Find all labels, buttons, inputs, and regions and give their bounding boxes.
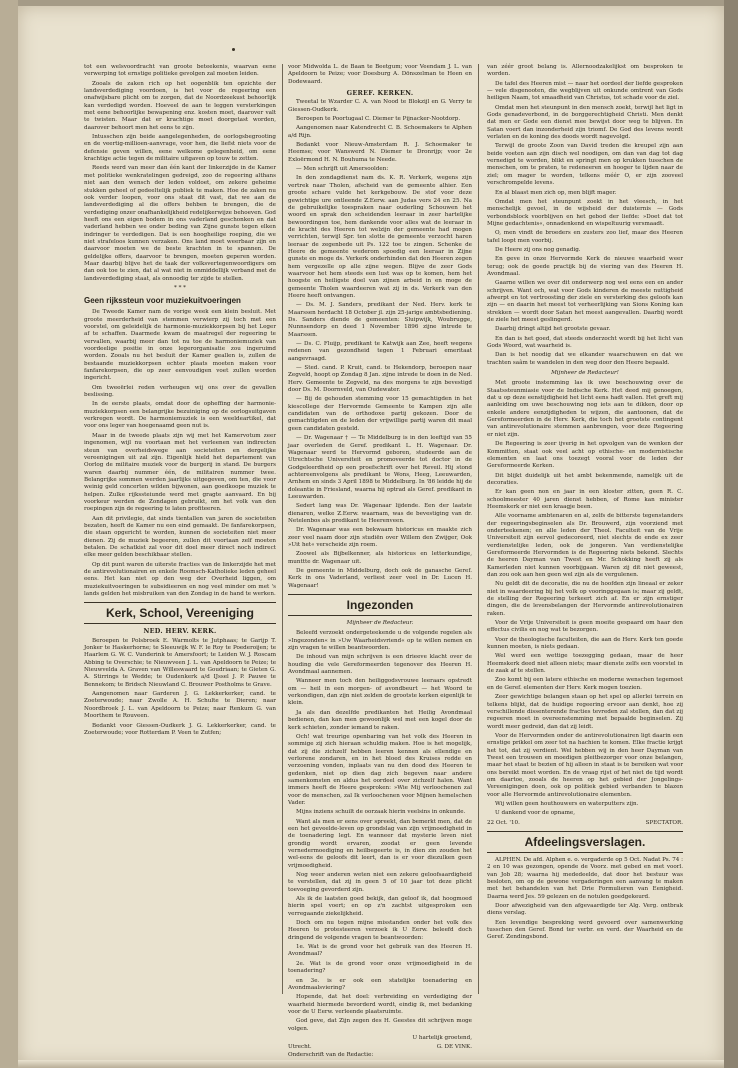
paragraph: En al blaast men zich op, men blijft mager. <box>495 189 617 196</box>
paragraph: Zoo komt bij een latere ethische en moderne wenschen tegemoet en de Geref. elementen der Herv. Kerk mogen toezien. <box>487 677 683 691</box>
paragraph: Reeds werd van meer dan één kant der linkerzijde in de Kamer met politieke wenkratelingen gedreigd, zoo de regeering althans niet aan den wensch der leden voldoet, om zekere geheime stukken geheel of gedeeltelijk publiek te maken. Hoe de zaken nu ook verder loopen, voor ons staat dit vast, dat we aan de landsverdediging al die offers behben te brengen, die de verdediging onzer onafhankelijkheid redelijkerwijze behoeven. God heeft ons een eigen bodem in ons vaderland geschonken en dat vaderland hebben we onder beding van Zijne gunste tegen elken indringer te verdedigen. Dat is een hoogheilige roeping, die we niet strafeloos kunnen verzaken. Ons land moet weerbaar zijn en daarvoor moeten we de beste krachten in te spannen. De geldelijke offers, daarvoor te brengen, moeten geperen worden. Maar daarbij blijve het de taak der volksvertegenwoordigers om dan ook toe te zien, dat al wat niet in onmiddellijk verband met de landsverdediging staat, als onnoodig ter zijde te stellen. <box>84 165 276 282</box>
paragraph: Och! wat treurige openbaring van het volk des Heeren in sommige zij zich hieraan schuldig maken. Hoe is het mogelijk, dat zij die zichzelf hebben leeren kennen als ellendige en verlorene zondaren, en in het bloed des Kruises redde en verzoening vonden, inplaats van nu den dood des Heeren te gedenken, niet op dien dag zich begeven naar andere samenkomsten en aldus het oordeel over zichzelf halen. Want immers heeft de Heere gesproken: »Wie Mij verloochenen zal voor de menschen, zal Ik verloochenen voor Mijnen hemelschen Vader. <box>288 733 472 806</box>
paragraph: Gaarne willen we over dit onderwerp nog wel eens een en ander schrijven. Want och, wat voor Gods kinderen de meeste nuttigheid afwerpt en tot vertroosting der ziele en versterking des geloofs kan zijn — en daarin het meest tot verheerlijking van Sions Koning kan strekken — wordt door Satan het meest aangevallen. Daarbij wordt de ziele het meest geslingerd. <box>487 280 683 323</box>
paragraph: Wanneer men toch den heiliggodsvrouwe leeraars opstredt om — heil in een morgen- of avondbeurt — het Woord te verkondigen, dan zijn niet zelden de grootste kerken eigenlijk te klein. <box>288 678 472 707</box>
paragraph: In de eerste plaats, omdat door de opheffing der harmonie-muziekkorpsen een belangrijke bezuiniging op de oorlogsuitgaven verkregen wordt. De harmoniemuziek is een weeldeartikel, dat voor ons leger van hoegenaamd geen nut is. <box>84 401 276 430</box>
paragraph: De Regeering is zeer ijverig in het opvolgen van de wenken der Kommitten, staat ook veel acht op ethische- en modernistische elementen en laat ons toezegt vooral voor de leden der Gereformeerde Kerken. <box>487 441 683 470</box>
paragraph: Beroepen te Polsbroek E. Warmolts te Jutphaas; te Garijp T. Jonker te Haskerhorne; te Sleeuwijk W. F. le Roy te Poederoijen; te Haarlem G. W. C. Vunderink te Amersfoort; te Leiden W. J. Roscam Abbing te Overschie; te Nieuwveen J. L. van Apeldoorn te Peize; te Nieuwvelda A. Graven van Willeswaard te Goudriaan; te Gieten G. A. Stirrings te Wedde; te Oudenkerk a/d IJssel J. P. Pauwe te Bennekom; te Bridsch Nieuwland C. Brouwer Postholms te Grave. <box>84 637 276 688</box>
paragraph: Maar in de tweede plaats zijn wij met het Kamervotum zeer ingenomen, wijl nu voortaan met het verleenen van indirecten steun van overheidswege aan societeiten en dergelijke vereenigingen uit zal zijn. Eigenlijk hield het departement van Oorlog de militaire muziek voor de burgerij in stand. De burgers waren daarbij nummer één, de militairen nummer twee. Belangrijke sommen werden jaarlijks uitgegeven, om ten, die voor weinig geld concerten wilden bijwonen, aan goedkoope muziek te helpen. Zulke rijkssteiunde werd met gragte aanvaard. En bij voorkeur werden de Zondagen gebruikt, om het volk van den roepingen zijn de regeering te laten profiteeren. <box>84 432 276 513</box>
paragraph: — Ds. C. Fluijp, predikant te Katwijk aan Zee, heeft wegens redenen van gezondheid tegen 1 Februari emeritaat aangevraagd. <box>288 341 472 362</box>
paragraph: Hopende, dat het doel: verbreiding en verdediging der waarheid hiermede bevorderd wordt, eindig ik, met bedanking voor de U Eerw. verleende plaatsruimte. <box>288 994 472 1015</box>
paragraph: De tafel des Heeren mist — naar het oordeel der liefde gesproken — vele disgenooten, die wegblijven uit onkunde omtrent van Gods heiligen Naam, tot smaadheid van Christus, tot schade voor de ziel. <box>487 80 683 102</box>
paragraph: Een levendige bespreking werd gevoerd over samenwerking tusschen den Geref. Bond ter verbr. en verd. der Waarheid en de Geref. Zendingsbond. <box>487 919 683 941</box>
paragraph: Beleefd verzoekt ondergeteekende u de volgende regelen als »Ingezonden« in »Uw Waarheidsvriend« op te willen nemen en zijn vragen te willen beantwoorden. <box>288 630 472 652</box>
paragraph: O, men vindt de broeders en zusters zoo lief, maar des Heeren tafel loopt men voorbij. <box>487 230 683 244</box>
paragraph: Dr. Wagenaar was een bekwaam historicus en maakte zich zeer veel naam door zijn studiën over Willem den Zwijger, Ook »Uit het« verscheide zijn roem. <box>288 527 472 548</box>
paragraph: ALPHEN. De afd. Alphen e. o. vergaderde op 5 Oct. Nadat Ps. 74 : 2 en 10 was gezongen, opende de Voorz. met gebed en met voorl. van Job 28; waarna hij mededeelde, dat door het bestuur was besloten, om op de gewone vergaderingen een aanvang te maken met het behandelen van het Drie Formulieren van Eenigheid. Daarna werd Jes. 59 gelezen en de notulen goedgekeurd. <box>487 857 683 900</box>
subsection-heading: NED. HERV. KERK. <box>143 627 217 636</box>
paragraph: De inhoud van mijn schrijven is een drieeve klacht over de houding die vele Gereformeerden tegenover des Heeren H. Avondmaal aannemen. <box>288 654 472 676</box>
paragraph: Om tweeërlei reden verheugen wij ons over de gevallen beslissing. <box>84 384 276 399</box>
paragraph: En dan is het goed, dat steeds onderzocht wordt bij het licht van Gods Woord, wat waarheid is. <box>487 335 683 350</box>
paragraph: Met groote instemming las ik uwe beschouwing over de Staatssteunmiasie voor de Indische Kerk. Het deed mij genoegen, dat u op deze eenstijdigheid het licht eens hadt vallen. Het greft mij aanleiding om uwe beschouwing nog iets aan te dikken, door op enkele andere eenzijdigheden te wijzen, die aantoonen, dat de Gereformeerden in de Herv. Kerk, die toch het grootste contingent van antirevolutionaire stemmen aanbrengen, voor deze Regeering er niet zijn. <box>487 380 683 438</box>
column-rule <box>478 64 479 994</box>
paragraph: Aangenomen naar Katendrecht C. B. Schoemakers te Alphen a/d Rijn. <box>288 125 472 139</box>
page-mark <box>232 48 235 51</box>
page-left-edge <box>0 0 18 1068</box>
paragraph: In den zondagdienst nam ds. K. R. Verkerk, wegens zijn vertrek naar Tholen, afscheid van de gemeente alhier. Een groote schare vulde het kerkgebouw. De stof voor deze gewichtige ure ontleende Z.Eerw. aan Judas vers 24 en 25. Na de gebruikelijke toespraken naar ouderling Schouwen het woord en sprak den scheidenden leeraar in zeer hartelijke bewoordingen toe, hem dankende voor alles wat de leeraar in de kracht des Heeren tot welzijn der gemeente had mogen verrichten, terwijl Spr. ten slotte de gemeente verzocht haren leeraar de zegenbede uit Ps. 122 toe te zingen. Schenke de Heere de gemeente wederom spoedig een leeraar in Zijne gunste en moge ds. Verkerk onderhinden dat den Heeren zegen hem vergezelle op alle zijne wegen. Blijve de zeer Gods waarvoor het hem steeds een lust was op te komen, hem het hoogste en heiligste doel van zijnen arbeid in en moge de gemeente Tholen waardeeren wat zij in ds. Verkerk van den Heere heeft ontvangen. <box>288 175 472 299</box>
paragraph: Bedankt voor Nieuw-Amsterdam R. J. Schoemaker te Heemse; voor Wanswerd N. Diemer te Dronrijp; voor 2e Exloërmond H. N. Bouhuma te Neede. <box>288 142 472 163</box>
paragraph: De Heere zij ons nog genadig. <box>495 246 581 253</box>
column-1 <box>84 64 276 1004</box>
column-rule <box>282 64 283 994</box>
section-divider: * * * <box>174 284 186 291</box>
signature-place: Utrecht. <box>288 1044 312 1051</box>
paragraph: Bedankt voor Giessen-Oudkerk J. G. Lekkerkerker, cand. te Zoeterwoude; voor Rotterdam P. Veen te Zutfen; <box>84 722 276 736</box>
letter-closing: U hartelijk groetend, <box>412 1034 472 1041</box>
paragraph: Door afwezigheid van den afgevaardigde ter Alg. Verg. ontbrak diens verslag. <box>487 903 683 917</box>
paragraph: Dan is het noodig dat we elkander waarschuwen en dat we trachten saâm te wandelen in den weg door den Heere bepaald. <box>487 352 683 366</box>
letter-salutation: Mijnheer de Redacteur! <box>551 370 619 377</box>
paragraph: Alle voorname ambtenaren en al, zelfs de bitterste tegenstanders der regeeringsbeginselen als Dr. Brouwerd, zijn voorziend met onderteekenen; en alle leden der Theol. Faculteit van de Vrije Universiteit zijn eervol gedecoreerd, niet slechts de ende ex zeer verdienstelijke leden, ook de jongeren. Van verdienstelijke Gereformeerde Hervormden is de Regeering niets bekend. Slechts de heeren Dayman van Twest en Mr. Schokking heeft zij als Kamerleden niet kunnen voorbijgaan. Waren zij dit niet geweest, dan zou ook aan hen geen wel zijn als de vergulenen. <box>487 513 683 578</box>
paragraph: Aangenomen naar Garderen J. G. Lekkerkerker, cand. te Zoeterwoude; naar Zwolle A. H. Schulte te Dieren; naar Noordbroek J. L. van Apeldoorn te Peize; naar Renkum G. van Moorthem te Rouveen. <box>84 691 276 720</box>
signature-name: SPECTATOR. <box>645 819 683 826</box>
paragraph: Wij willen geen houthouwers en waterputters zijn. <box>495 800 639 807</box>
subsection-heading: GEREF. KERKEN. <box>346 89 414 98</box>
paragraph: tot een welsvoordracht van groote beteekenis, waarvan eene verwerping tot ernstige politieke gevolgen zal moeten leiden. <box>84 64 276 78</box>
paragraph: God geve, dat Zijn zegen des H. Geestes dit schrijven moge volgen. <box>288 1018 472 1032</box>
paragraph: Voor de Hervormden onder de antirevolutionairen ligt daarin een ernstige prikkel om zeer tot na hachien te komen. Elke fractie krijgt het tot, dat zij verdient. Wel hebben wij in den heer Dayman van Twest een trouwen en moedigen pleitbezorger voor onze belangen, maar het staat te bezien of hij alleen in staat is te bereiken wat voor ons bereikt moet worden. En de vraag rijst of het niet de tijd wordt om daartoe, zooals de heeren op het gebied der Jongelings-Vereenigingen doen, ook op politiek gebied verbanden te blazen voor alle Hervormde antirevolutionaire elementen. <box>487 732 683 798</box>
paragraph: Zoowel als Bijbelkenner, als historicus en letterkundige, munttte dr. Wagenaar uit. <box>288 551 472 565</box>
signature-date: 22 Oct. '10. <box>487 819 520 826</box>
article-heading: Geen rijkssteun voor muziekuitvoeringen <box>84 296 241 306</box>
paragraph: Omdat men het steunpunt zoekt in het vleesch, in het menschelijk gevoel, in de wijsheid der duisternis — Gods verbondsblock voorblijven en het gebod der liefde: »Doet dat tot Mijne gedachtenis«, onnadenkend en wispeltuurig versmaadt. <box>487 198 683 227</box>
paragraph: Daarbij dringt altijd het grootste gevaar. <box>495 326 611 333</box>
paragraph: Voor de theologische faculteiten, die aan de Herv. Kerk ten goede kunnen moeten, is niets gedaan. <box>487 636 683 651</box>
paragraph: — Dr. Wagenaar † — Te Middelburg is in den leeftijd van 55 jaar overleden de Geref. predikant L. H. Wagenaar. Dr. Wagenaar werd te Hervormd geboren, studeerde aan de Utrechtsche Universiteit en promoveerde tot doctor in de Godgeleerdheid op een proefschrift over het Reveil. Hij stond achtereenvolgens als predikant te Wons, Heeg, Leeuwarden, Arnhem en sinds 3 April 1898 te Middelburg. In '86 leidde hij de doleantie in Friesland, waarna hij optrad als Geref. predikant in Leeuwarden. <box>288 435 472 500</box>
paragraph: 2e. Wat is de grond voor onze vrijmoedigheid in de toenadering? <box>288 960 472 975</box>
page-right-edge <box>724 0 738 1068</box>
paragraph: — Ds. M. J. Sanders, predikant der Ned. Herv. kerk te Maarssen herdacht 18 October jl. zijn 25-jarige ambtsbediening. Ds. Sanders diende de gemeenten: Sluipwijk, Woubrugge, Nunnsendorp en deed 1 November 1896 zijne intrede te Maarssen. <box>288 302 472 338</box>
paragraph: — Bij de gehouden stemming voor 15 gemachtigden in het kiescollege der Hervormde Gemeente te Kampen zijn alle candidaten van de orthodoxe partij gekozen. Door de gemachtigden en de leden der vrijwillige partij waren dit maal geen candidaten gesteld. <box>288 396 472 432</box>
paragraph: Beroepen te Poortugaal C. Diemer te Pijnacker-Nootdorp. <box>296 116 461 123</box>
paragraph: De Tweede Kamer nam de vorige week een klein besluit. Met groote meerderheid van stemmen verwierp zij toch met een voorstel, om geleidelijk de harmonie-muziekkorpsen bij het Leger af te schaffen. Daarmede kwam de maatregel der regeering te vervallen, waarbij meer dan tot nu toe de harmoniemuziek van voordeelige positie in onze legerorganisatie zou ingeruimd worden. Zooals nu het besluit der Kamer geallen is, zullen de bestaande muziekkorpsen echter plaats moeten maken voor fanfarekorpsen, die op zeer eenvoudigen voet zullen worden ingericht. <box>84 309 276 382</box>
section-heading: Ingezonden <box>288 594 472 616</box>
paragraph: 1e. Wat is de grond voor het gebruik van des Heeren H. Avondmaal? <box>288 944 472 958</box>
paragraph: Wel werd een wettige toezegging gedaan, maar de heer Heemskerk deed niet alleen niets; maar dienste zelfs een voorstel in de zaak af te stellen. <box>487 653 683 675</box>
letter-signature <box>487 820 683 827</box>
letter-signature <box>288 1044 472 1051</box>
paragraph: Zooals de zaken rich op het oogenblik ten opzichte der landsverdediging voordoen, is het voor de regeering een onafwijsbare plicht om te zorgen, dat de Noordzeekust behoorlijk kan verdedigd worden. Hoeveel de aan te leggen versterkingen met eene behoorlijke bewapening enz. kosten moet, daarover valt te twisten. Maar dat er krachtige moet doorgetast worden, daarover behoort men het eens te zijn. <box>84 80 276 131</box>
paragraph: Voor de Vrije Universiteit is geen moeite gespaard om haar den effectus civilis en nog wat te bezorgen. <box>487 620 683 634</box>
paragraph: Op dit punt waren de uiterste fracties van de linkerzijde het met de antirevolutionairen en enkele Roomsch-Katholieke leden geheel eens. Het kan niet op den weg der Overheid liggen, om muziekuitvoeringen te subsidieeren en nog veel minder om met 's lands gelden het misbruiken van den Zondag in de hand te werken. <box>84 561 276 598</box>
paragraph: Ja als dan dezelfde predikanten het Heilig Avondmaal bedienen, dan kan men gewoonlijk wel met een kogel door de kerk schieten, zonder iemand te raken. <box>288 709 472 731</box>
letter-salutation: Mijnheer de Redacteur. <box>346 620 414 627</box>
paragraph: Als ik de laatsten goed bekijk, dan geloof ik, dat hoogmoed hierin spel voert; en op z'n zachtst uitgesproken een verregaande ziekelijkheid. <box>288 896 472 917</box>
paragraph: Doch om nu tegen mijne misstanden onder het volk des Heeren te protesteeren verzoek ik U Eerw. beleefd doch dringend de volgende vragen te beantwoorden: <box>288 920 472 941</box>
paragraph: Onderschrift van de Redactie: <box>288 1051 374 1058</box>
paragraph: Terwijl de groote Zoon van David treden die kreupel zijn aan beide voeten aan zijn disch wel noodigen, om dan van dag tot dag vernedigd te worden, blikt en springt men op krukken tusschen de menschen, om te praten, te redeneeren en hooger te lijden naar de ziel; om mager te worden, telkens méér O, er zijn zooveel verschrompelde levens. <box>487 143 683 187</box>
paragraph: Sedert lang was Dr. Wagenaar lijdende. Een der laatste dienaren, welke Z.Eerw. waarnam, was de bevestiging van dr. Netelenbos als predikant te Heerenveen. <box>288 503 472 524</box>
paragraph: Tweetal te Wzarder C. A. van Nood te Blokzijl en G. Verry te Giessen-Oudkerk. <box>288 99 472 113</box>
section-heading: Afdeelingsverslagen. <box>487 831 683 853</box>
paragraph: Nu geldt dit de decoratie, die nu de hoofden zijn lineaal er zeker niet in waardeering bij het volk op vooringgegaan is; maar zij geldt, de stelling der Regeering terkeert zich af. En er zijn ernstiger dingen, die de levensbelangen der Hervormde antirevolutionairen raken. <box>487 581 683 617</box>
paragraph: Omdat men het steunpunt in den mensch zoekt, terwijl het ligt in Gods genadeverbond, in de borggerechtigheid Christi. Men denkt dat men er Gode een dienst mee bewijst door weg te blijven. En Satan voert dan inzonderheid zijn triomf. De God des levens wordt verlaten en de koning des doods wordt nagevolgd. <box>487 104 683 141</box>
paragraph: voor Midwolda L. de Baan te Beetgum; voor Veendam J. L. van Apeldoorn te Peize; voor Doesburg A. Dönszelman te Heen en Dodewaard. <box>288 64 472 85</box>
section-heading: Kerk, School, Vereeniging <box>84 602 276 624</box>
paragraph: Dit blijkt duidelijk uit het ambt bekenmende, namelijk uit de decoraties. <box>487 472 683 486</box>
paragraph: Er kan geen non en jaar in een kloster zitten, geen R. C. schoolmeester 40 jaren dienst hebben, of Rome kan minister Heemskerk er niet een kraagje been. <box>487 489 683 510</box>
paragraph: — Sted. cand. P. Kruit, cand. te Hekendorp, beroepen naar Zegveld, hoopt op Zondag 8 Jan. zijne intrede te doen in de Ned. Herv. Gemeente te Zegveld, na des morgens te zijn bevestigd door Ds. M. Doornveld, van Oudewater. <box>288 365 472 394</box>
paragraph: Want als men er eens over spreekt, dan bemerkt men, dat de een het geveelde-leven op grondslag van zijn vrijmoedigheid in de toenadering legt. En wanneer dat mysterie leven niet grondig wordt ervaren, zoodat er geen levende vernedermoediging en heilbegeerte is, in dien zin zouden het wel-eens de geloofs dit leert, dan is er voor diezulken geen vrijmoedigheid. <box>288 818 472 869</box>
paragraph: en 3e. is er ook een statelijke toenadering en Avondmaalsviering? <box>288 977 472 991</box>
column-3 <box>487 64 683 941</box>
paragraph: De gemeente in Middelburg, doch ook de ganasche Geref. Kerk in ons Vaderland, verliest zeer veel in Dr. Lucen H. Wagenaar! <box>288 568 472 589</box>
paragraph: Aan dit privilegie, dat sinds tientallen van jaren de societeiten bezaten, heeft de Kamer nu een eind gemaakt. De fanfarekorpsen, die staan opgericht te worden, kunnen de societeiten niet meer dienen. Zij de muziek begeeren, zullen dit voortaan zelf moeten betalen. De schatkist zal voor dit doel meer direct noch indirect elke meer gelden beschikbaar stellen. <box>84 515 276 559</box>
page-bottom-edge <box>18 1060 724 1068</box>
paragraph: En geve in onze Hervormde Kerk de nieuwe waarheid weer terug; ook de goede practijk bij de viering van des Heeren H. Avondmaal. <box>487 256 683 277</box>
paragraph: Intusschen zijn beide aangelegenheden, de oorlogsbegrooting en de veertig-millioen-aanvrage, voor hen, die liefst niets voor de defensie geven willen, eene welkome gelegenheid, om eene krachtige actie tegen de militaire uitgaven op touw te zetten. <box>84 134 276 163</box>
paragraph: Mijns inziens schuilt de oorzaak hierin veelsins in onkunde. <box>296 809 466 816</box>
paragraph: Zeer gewichtige belangen staan op het spel op allerlei terrein en telkens blijkt, dat de huidige regeering ervoor aan denkt, hoe zij verschillende dissenterende fracties tevreden zal stellen, dan dat zij regeeren moet in overeenstemming met bepaalde beginselen. Zij wordt meer gedreid, dan dat zij leidt. <box>487 694 683 730</box>
paragraph: — Men schrijft uit Amersoolden: <box>296 166 389 173</box>
paragraph: van zéér groot belang is. Allernoodzakelijkst om besproken te worden. <box>487 64 683 78</box>
paragraph: Nog weer anderen weten niet een zekere geloofsaardigheid te verstellen, dat zij in geen 5 of 10 jaar tot deze plicht toevoeging gevorderd zijn. <box>288 872 472 893</box>
column-2 <box>288 64 472 1058</box>
signature-name: G. DE VINK. <box>436 1044 472 1051</box>
paragraph: U dankend voor de opname, <box>495 810 575 817</box>
